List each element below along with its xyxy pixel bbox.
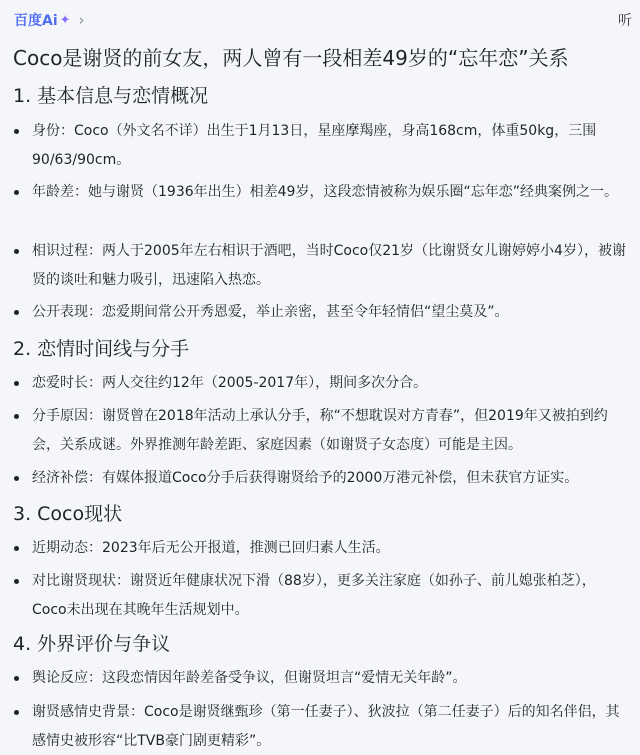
bullet-icon — [14, 129, 19, 134]
chevron-right-icon[interactable]: › — [78, 11, 85, 29]
bullet-icon — [14, 710, 19, 715]
sparkle-icon: ✦ — [59, 12, 71, 28]
item-text: 分手原因：谢贤曾在2018年活动上承认分手，称“不想耽误对方青春”，但2019年又被拍到约会，关系成谜。外界推测年龄差距、家庭因素（如谢贤子女态度）可能是主因。 — [32, 408, 608, 453]
bullet-icon — [14, 249, 19, 254]
listen-button[interactable]: 听 — [618, 13, 632, 29]
list-item — [14, 298, 630, 327]
list-item — [14, 534, 630, 563]
section-heading: 3. Coco现状 — [13, 503, 123, 525]
section-heading: 4. 外界评价与争议 — [13, 633, 171, 655]
item-text: 年龄差：她与谢贤（1936年出生）相差49岁，这段恋情被称为娱乐圈“忘年恋”经典案例之一。 — [32, 184, 618, 200]
bullet-icon — [14, 676, 19, 681]
list-item — [14, 178, 630, 207]
bullet-icon — [14, 414, 19, 419]
item-text: 公开表现：恋爱期间常公开秀恩爱，举止亲密，甚至令年轻情侣“望尘莫及”。 — [32, 304, 509, 320]
item-text: 谢贤感情史背景：Coco是谢贤继甄珍（第一任妻子）、狄波拉（第二任妻子）后的知名伴侣，其感情史被形容“比TVB豪门剧更精彩”。 — [32, 704, 620, 749]
top-bar — [0, 0, 640, 40]
brand-name: 百度Ai — [14, 13, 58, 29]
item-text: 舆论反应：这段恋情因年龄差备受争议，但谢贤坦言“爱情无关年龄”。 — [32, 670, 467, 686]
list-item — [14, 369, 630, 398]
bullet-icon — [14, 310, 19, 315]
list-item — [14, 237, 630, 295]
list-item — [14, 664, 630, 693]
list-item — [14, 698, 630, 755]
answer-title: Coco是谢贤的前女友，两人曾有一段相差49岁的“忘年恋”关系 — [13, 46, 569, 70]
bullet-icon — [14, 579, 19, 584]
item-text: 恋爱时长：两人交往约12年（2005-2017年），期间多次分合。 — [32, 375, 428, 391]
list-item — [14, 567, 630, 625]
item-text: 身份：Coco（外文名不详）出生于1月13日，星座摩羯座，身高168cm，体重50kg，三围90/63/90cm。 — [32, 123, 597, 168]
item-text: 经济补偿：有媒体报道Coco分手后获得谢贤给予的2000万港元补偿，但未获官方证实。 — [32, 470, 579, 486]
section-heading: 1. 基本信息与恋情概况 — [13, 85, 209, 107]
bullet-icon — [14, 546, 19, 551]
item-text: 对比谢贤现状：谢贤近年健康状况下滑（88岁），更多关注家庭（如孙子、前儿媳张柏芝），Coco未出现在其晚年生活规划中。 — [32, 573, 596, 618]
list-item — [14, 117, 630, 175]
baidu-ai-logo[interactable] — [14, 10, 85, 30]
bullet-icon — [14, 381, 19, 386]
list-item — [14, 402, 630, 460]
bullet-icon — [14, 190, 19, 195]
item-text: 相识过程：两人于2005年左右相识于酒吧，当时Coco仅21岁（比谢贤女儿谢婷婷小4岁），被谢贤的谈吐和魅力吸引，迅速陷入热恋。 — [32, 243, 626, 288]
list-item — [14, 464, 630, 493]
section-heading: 2. 恋情时间线与分手 — [13, 338, 190, 360]
bullet-icon — [14, 476, 19, 481]
item-text: 近期动态：2023年后无公开报道，推测已回归素人生活。 — [32, 540, 390, 556]
